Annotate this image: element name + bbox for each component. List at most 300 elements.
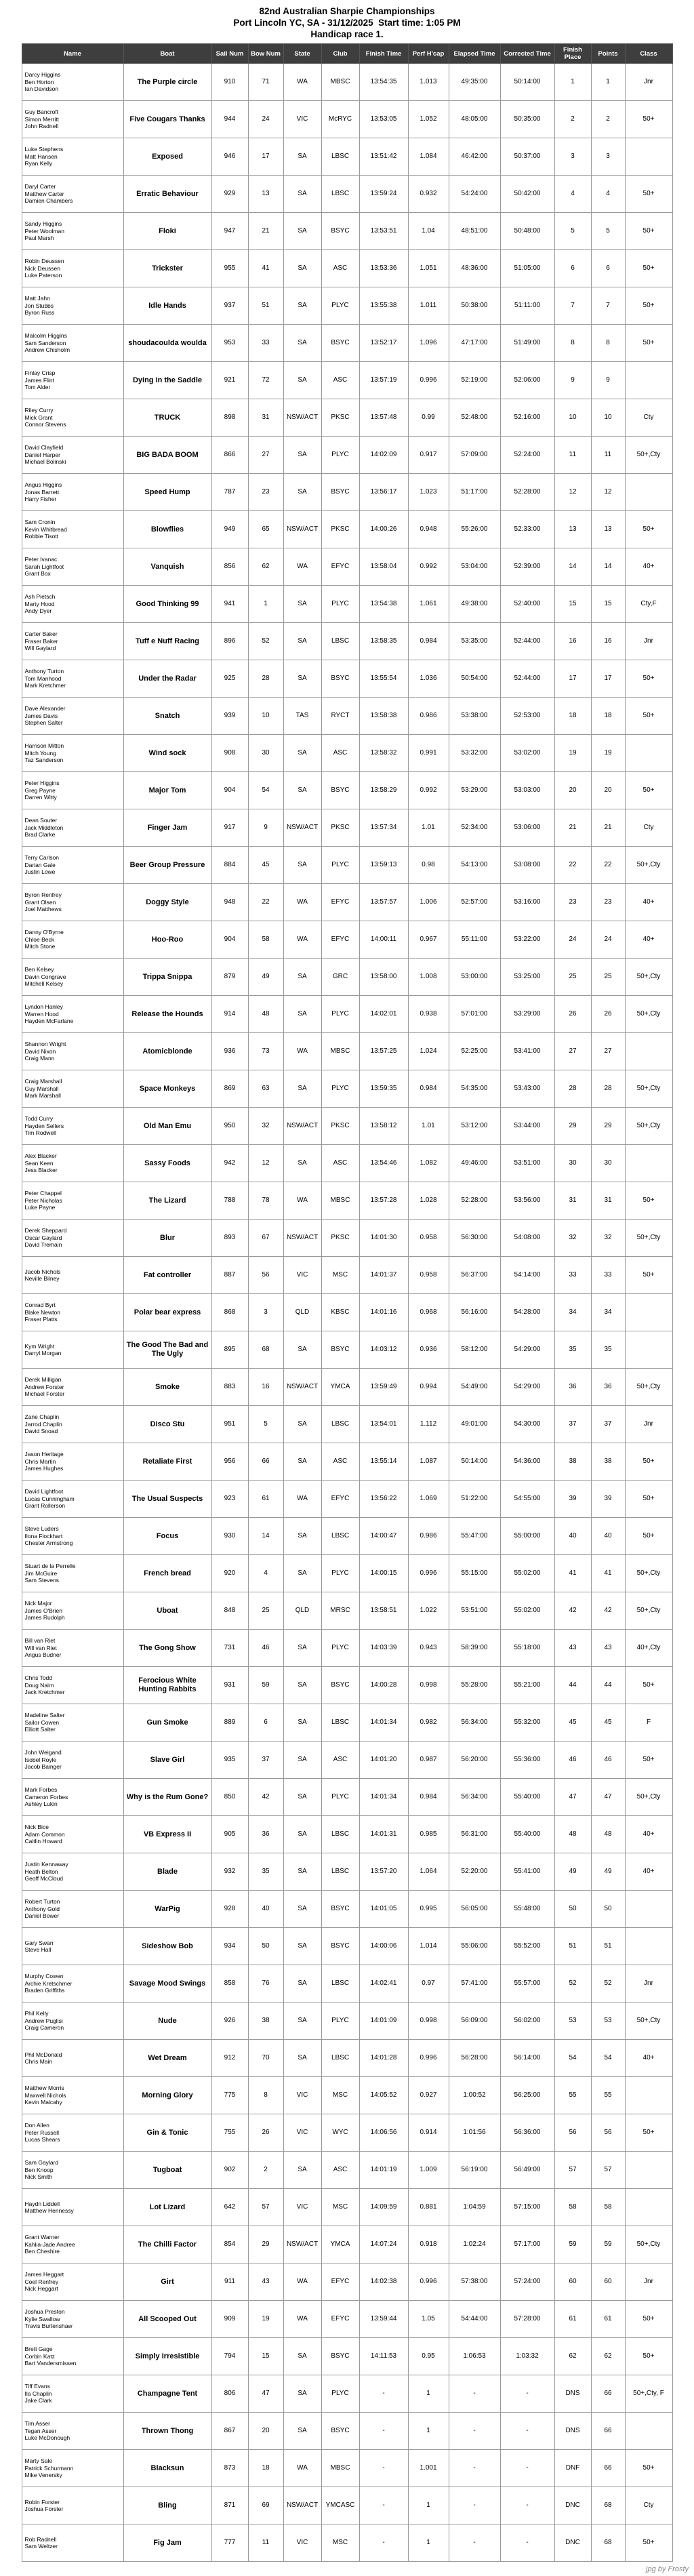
crew-member: Ben Knoop bbox=[24, 2166, 54, 2173]
cell-boat: Fig Jam bbox=[123, 2524, 211, 2562]
cell-sail-num: 920 bbox=[211, 1555, 248, 1592]
table-row bbox=[22, 2524, 672, 2562]
cell-boat: WarPig bbox=[123, 1891, 211, 1928]
cell-perf-hcap: 0.998 bbox=[408, 1667, 449, 1704]
cell-club: YMCASC bbox=[321, 2487, 359, 2524]
crew-member: Mike Venersky bbox=[24, 2472, 62, 2479]
cell-bow-num: 18 bbox=[248, 2450, 283, 2487]
cell-class bbox=[625, 138, 672, 176]
cell-bow-num: 25 bbox=[248, 1592, 283, 1630]
cell-elapsed-time: - bbox=[449, 2487, 500, 2524]
column-header-bow-num: Bow Num bbox=[248, 44, 283, 64]
cell-sail-num: 931 bbox=[211, 1667, 248, 1704]
cell-finish-place: 24 bbox=[554, 921, 591, 959]
crew-member: Fraser Platts bbox=[24, 1316, 58, 1323]
cell-class bbox=[625, 2189, 672, 2226]
table-row bbox=[22, 772, 672, 809]
cell-club: LBSC bbox=[321, 1406, 359, 1443]
table-row bbox=[22, 1891, 672, 1928]
crew-member: Sailor Cowen bbox=[24, 1718, 60, 1726]
cell-crew bbox=[22, 437, 123, 474]
cell-perf-hcap: 0.967 bbox=[408, 921, 449, 959]
crew-member: Dave Alexander bbox=[24, 705, 66, 712]
cell-finish-place: 11 bbox=[554, 437, 591, 474]
cell-perf-hcap: 1.023 bbox=[408, 474, 449, 511]
cell-sail-num: 889 bbox=[211, 1704, 248, 1742]
cell-bow-num: 15 bbox=[248, 2338, 283, 2375]
cell-bow-num: 26 bbox=[248, 2114, 283, 2152]
cell-perf-hcap: 0.927 bbox=[408, 2077, 449, 2114]
crew-member: Elliott Salter bbox=[24, 1726, 56, 1733]
cell-points: 66 bbox=[591, 2375, 625, 2413]
cell-sail-num: 914 bbox=[211, 996, 248, 1033]
cell-finish-place: 54 bbox=[554, 2040, 591, 2077]
cell-corrected-time: 55:57:00 bbox=[500, 1965, 554, 2003]
cell-elapsed-time: 55:47:00 bbox=[449, 1518, 500, 1555]
cell-class: 50+ bbox=[625, 1742, 672, 1779]
cell-boat: Morning Glory bbox=[123, 2077, 211, 2114]
cell-boat: Old Man Emu bbox=[123, 1108, 211, 1145]
cell-elapsed-time: 53:51:00 bbox=[449, 1592, 500, 1630]
cell-boat: Blur bbox=[123, 1220, 211, 1257]
cell-state: QLD bbox=[283, 1294, 321, 1331]
cell-club: LBSC bbox=[321, 2040, 359, 2077]
cell-class: Jnr bbox=[625, 623, 672, 660]
cell-elapsed-time: 50:38:00 bbox=[449, 287, 500, 325]
cell-corrected-time: 52:39:00 bbox=[500, 548, 554, 586]
cell-state: SA bbox=[283, 2040, 321, 2077]
cell-class bbox=[625, 2152, 672, 2189]
cell-class: 50+,Cty bbox=[625, 1555, 672, 1592]
crew-member: Alex Blacker bbox=[24, 1152, 57, 1160]
table-row bbox=[22, 2077, 672, 2114]
crew-member: Chris Martin bbox=[24, 1457, 56, 1465]
cell-bow-num: 47 bbox=[248, 2375, 283, 2413]
cell-finish-place: 47 bbox=[554, 1779, 591, 1816]
cell-state: SA bbox=[283, 325, 321, 362]
crew-member: Zane Chaplin bbox=[24, 1413, 60, 1421]
cell-class: Jnr bbox=[625, 64, 672, 101]
cell-bow-num: 69 bbox=[248, 2487, 283, 2524]
cell-club: PLYC bbox=[321, 1070, 359, 1108]
cell-corrected-time: 53:29:00 bbox=[500, 996, 554, 1033]
cell-finish-time: 14:02:01 bbox=[359, 996, 408, 1033]
cell-points: 47 bbox=[591, 1779, 625, 1816]
crew-member: Ben Kelsey bbox=[24, 966, 54, 973]
cell-elapsed-time: 56:20:00 bbox=[449, 1742, 500, 1779]
crew-member: Mitch Young bbox=[24, 749, 56, 757]
cell-club: PLYC bbox=[321, 847, 359, 884]
cell-club: EFYC bbox=[321, 2263, 359, 2301]
cell-finish-place: 20 bbox=[554, 772, 591, 809]
cell-finish-place: 59 bbox=[554, 2226, 591, 2263]
cell-crew bbox=[22, 64, 123, 101]
cell-points: 37 bbox=[591, 1406, 625, 1443]
cell-elapsed-time: 50:14:00 bbox=[449, 1443, 500, 1481]
cell-sail-num: 854 bbox=[211, 2226, 248, 2263]
cell-finish-time: 13:58:35 bbox=[359, 623, 408, 660]
cell-state: SA bbox=[283, 2413, 321, 2450]
cell-finish-place: 56 bbox=[554, 2114, 591, 2152]
cell-state: SA bbox=[283, 1555, 321, 1592]
cell-perf-hcap: 0.97 bbox=[408, 1965, 449, 2003]
cell-club: LBSC bbox=[321, 623, 359, 660]
cell-finish-place: 4 bbox=[554, 176, 591, 213]
cell-bow-num: 73 bbox=[248, 1033, 283, 1070]
cell-finish-place: 7 bbox=[554, 287, 591, 325]
cell-corrected-time: 53:25:00 bbox=[500, 959, 554, 996]
cell-class: 50+,Cty bbox=[625, 1779, 672, 1816]
cell-sail-num: 926 bbox=[211, 2003, 248, 2040]
cell-state: SA bbox=[283, 1145, 321, 1182]
cell-finish-place: 8 bbox=[554, 325, 591, 362]
cell-bow-num: 17 bbox=[248, 138, 283, 176]
cell-class: 50+ bbox=[625, 2524, 672, 2562]
cell-bow-num: 66 bbox=[248, 1443, 283, 1481]
cell-points: 19 bbox=[591, 735, 625, 772]
cell-boat: Wind sock bbox=[123, 735, 211, 772]
cell-corrected-time: 55:36:00 bbox=[500, 1742, 554, 1779]
cell-perf-hcap: 0.881 bbox=[408, 2189, 449, 2226]
cell-crew bbox=[22, 2301, 123, 2338]
cell-crew bbox=[22, 1481, 123, 1518]
results-table bbox=[22, 43, 673, 2562]
cell-bow-num: 31 bbox=[248, 399, 283, 437]
cell-points: 62 bbox=[591, 2338, 625, 2375]
table-row bbox=[22, 1779, 672, 1816]
cell-club: MRSC bbox=[321, 1592, 359, 1630]
cell-perf-hcap: 0.995 bbox=[408, 1891, 449, 1928]
cell-crew bbox=[22, 1928, 123, 1965]
crew-member: Marty Hood bbox=[24, 600, 55, 607]
cell-boat: Exposed bbox=[123, 138, 211, 176]
crew-member: Craig Marshall bbox=[24, 1078, 62, 1085]
cell-corrected-time: 55:48:00 bbox=[500, 1891, 554, 1928]
cell-class: 50+ bbox=[625, 213, 672, 250]
cell-state: VIC bbox=[283, 2524, 321, 2562]
crew-member: Tegan Asser bbox=[24, 2427, 57, 2434]
crew-member: Bart Vandersmissen bbox=[24, 2360, 77, 2367]
cell-state: SA bbox=[283, 287, 321, 325]
cell-bow-num: 68 bbox=[248, 1331, 283, 1369]
crew-member: Peter Woolman bbox=[24, 227, 64, 235]
cell-elapsed-time: 53:29:00 bbox=[449, 772, 500, 809]
column-header-corrected-time: Corrected Time bbox=[500, 44, 554, 64]
table-row bbox=[22, 1742, 672, 1779]
crew-member: Rob Radnell bbox=[24, 2535, 57, 2543]
table-row bbox=[22, 213, 672, 250]
cell-club: LBSC bbox=[321, 176, 359, 213]
cell-elapsed-time: 54:49:00 bbox=[449, 1369, 500, 1406]
cell-perf-hcap: 1.051 bbox=[408, 250, 449, 287]
cell-bow-num: 36 bbox=[248, 1816, 283, 1853]
cell-class: 50+ bbox=[625, 772, 672, 809]
cell-points: 14 bbox=[591, 548, 625, 586]
cell-points: 7 bbox=[591, 287, 625, 325]
crew-member: James Davis bbox=[24, 712, 58, 719]
cell-class bbox=[625, 735, 672, 772]
cell-club: WYC bbox=[321, 2114, 359, 2152]
crew-member: James Flint bbox=[24, 376, 54, 384]
table-row bbox=[22, 2487, 672, 2524]
cell-class: 50+ bbox=[625, 1481, 672, 1518]
results-body bbox=[22, 64, 672, 2562]
cell-club: MBSC bbox=[321, 1182, 359, 1220]
cell-perf-hcap: 0.932 bbox=[408, 176, 449, 213]
cell-points: 55 bbox=[591, 2077, 625, 2114]
cell-club: ASC bbox=[321, 735, 359, 772]
cell-finish-time: - bbox=[359, 2450, 408, 2487]
cell-finish-place: 52 bbox=[554, 1965, 591, 2003]
cell-club: PKSC bbox=[321, 809, 359, 847]
cell-perf-hcap: 1.014 bbox=[408, 1928, 449, 1965]
cell-sail-num: 909 bbox=[211, 2301, 248, 2338]
crew-member: Nick Heggart bbox=[24, 2285, 58, 2293]
crew-member: Sam Gaylard bbox=[24, 2159, 59, 2167]
cell-boat: Blade bbox=[123, 1853, 211, 1891]
table-row bbox=[22, 1257, 672, 1294]
crew-member: Neville Bilney bbox=[24, 1275, 60, 1282]
cell-finish-time: 13:53:36 bbox=[359, 250, 408, 287]
cell-boat: Smoke bbox=[123, 1369, 211, 1406]
crew-member: Todd Curry bbox=[24, 1115, 54, 1123]
cell-elapsed-time: 56:34:00 bbox=[449, 1779, 500, 1816]
cell-club: LBSC bbox=[321, 138, 359, 176]
table-row bbox=[22, 176, 672, 213]
cell-crew bbox=[22, 1555, 123, 1592]
crew-member: Doug Nairn bbox=[24, 1681, 54, 1689]
cell-elapsed-time: 56:09:00 bbox=[449, 2003, 500, 2040]
column-header-boat: Boat bbox=[123, 44, 211, 64]
cell-sail-num: 896 bbox=[211, 623, 248, 660]
table-row bbox=[22, 921, 672, 959]
cell-finish-place: 9 bbox=[554, 362, 591, 399]
cell-bow-num: 58 bbox=[248, 921, 283, 959]
cell-perf-hcap: 1.013 bbox=[408, 64, 449, 101]
crew-member: Tom Manhood bbox=[24, 675, 62, 682]
table-row bbox=[22, 1704, 672, 1742]
cell-state: SA bbox=[283, 623, 321, 660]
cell-sail-num: 731 bbox=[211, 1630, 248, 1667]
crew-member: James Heggart bbox=[24, 2271, 64, 2278]
cell-state: SA bbox=[283, 1928, 321, 1965]
crew-member: Dean Souter bbox=[24, 817, 58, 824]
cell-elapsed-time: 52:57:00 bbox=[449, 884, 500, 921]
cell-sail-num: 912 bbox=[211, 2040, 248, 2077]
crew-member: Ilona Flockhart bbox=[24, 1532, 63, 1539]
cell-crew bbox=[22, 362, 123, 399]
cell-club: GRC bbox=[321, 959, 359, 996]
crew-member: Kym Wright bbox=[24, 1342, 55, 1350]
cell-bow-num: 52 bbox=[248, 623, 283, 660]
crew-member: Grant Rollerson bbox=[24, 1502, 66, 1510]
cell-state: WA bbox=[283, 1182, 321, 1220]
cell-club: ASC bbox=[321, 2152, 359, 2189]
table-row bbox=[22, 287, 672, 325]
cell-finish-time: 14:01:20 bbox=[359, 1742, 408, 1779]
cell-crew bbox=[22, 2524, 123, 2562]
cell-club: MBSC bbox=[321, 2450, 359, 2487]
table-row bbox=[22, 1406, 672, 1443]
cell-perf-hcap: 1.084 bbox=[408, 138, 449, 176]
cell-elapsed-time: - bbox=[449, 2524, 500, 2562]
cell-sail-num: 953 bbox=[211, 325, 248, 362]
crew-member: Taz Sanderson bbox=[24, 757, 64, 764]
cell-corrected-time: 50:35:00 bbox=[500, 101, 554, 138]
cell-corrected-time: 55:18:00 bbox=[500, 1630, 554, 1667]
table-row bbox=[22, 2450, 672, 2487]
table-row bbox=[22, 1145, 672, 1182]
cell-finish-place: 57 bbox=[554, 2152, 591, 2189]
cell-perf-hcap: 0.996 bbox=[408, 2263, 449, 2301]
cell-sail-num: 934 bbox=[211, 1928, 248, 1965]
cell-points: 35 bbox=[591, 1331, 625, 1369]
cell-class bbox=[625, 1331, 672, 1369]
table-row bbox=[22, 698, 672, 735]
cell-crew bbox=[22, 1294, 123, 1331]
crew-member: Hayden McFarlane bbox=[24, 1018, 74, 1025]
cell-boat: Disco Stu bbox=[123, 1406, 211, 1443]
column-header-finish-time: Finish Time bbox=[359, 44, 408, 64]
cell-class: Jnr bbox=[625, 2263, 672, 2301]
cell-club: PLYC bbox=[321, 1630, 359, 1667]
cell-perf-hcap: 1.001 bbox=[408, 2450, 449, 2487]
cell-class: 50+ bbox=[625, 2301, 672, 2338]
table-row bbox=[22, 2263, 672, 2301]
cell-club: BSYC bbox=[321, 660, 359, 698]
cell-points: 21 bbox=[591, 809, 625, 847]
cell-state: SA bbox=[283, 586, 321, 623]
cell-finish-time: 14:01:28 bbox=[359, 2040, 408, 2077]
cell-crew bbox=[22, 847, 123, 884]
crew-member: Madeline Salter bbox=[24, 1712, 65, 1719]
cell-finish-time: 14:03:12 bbox=[359, 1331, 408, 1369]
table-row bbox=[22, 1220, 672, 1257]
crew-member: Mitchell Kelsey bbox=[24, 980, 64, 988]
cell-corrected-time: 52:44:00 bbox=[500, 660, 554, 698]
cell-perf-hcap: 0.996 bbox=[408, 2040, 449, 2077]
crew-member: Ila Chaplin bbox=[24, 2390, 52, 2397]
cell-elapsed-time: 50:54:00 bbox=[449, 660, 500, 698]
cell-club: MSC bbox=[321, 2077, 359, 2114]
cell-bow-num: 29 bbox=[248, 2226, 283, 2263]
cell-bow-num: 2 bbox=[248, 2152, 283, 2189]
cell-boat: Five Cougars Thanks bbox=[123, 101, 211, 138]
cell-club: PLYC bbox=[321, 2003, 359, 2040]
cell-bow-num: 19 bbox=[248, 2301, 283, 2338]
cell-elapsed-time: 52:34:00 bbox=[449, 809, 500, 847]
cell-boat: BIG BADA BOOM bbox=[123, 437, 211, 474]
cell-class: 50+,Cty bbox=[625, 437, 672, 474]
cell-crew bbox=[22, 287, 123, 325]
crew-member: Nick Deussen bbox=[24, 264, 60, 272]
crew-member: Jack Middleton bbox=[24, 824, 64, 831]
table-row bbox=[22, 586, 672, 623]
cell-perf-hcap: 0.948 bbox=[408, 511, 449, 548]
crew-member: Fraser Baker bbox=[24, 637, 58, 645]
cell-boat: Floki bbox=[123, 213, 211, 250]
cell-finish-time: 14:01:05 bbox=[359, 1891, 408, 1928]
cell-finish-time: 14:00:11 bbox=[359, 921, 408, 959]
cell-elapsed-time: 48:05:00 bbox=[449, 101, 500, 138]
crew-member: Justin Kennaway bbox=[24, 1861, 68, 1868]
cell-points: 2 bbox=[591, 101, 625, 138]
cell-crew bbox=[22, 1033, 123, 1070]
cell-sail-num: 904 bbox=[211, 772, 248, 809]
cell-finish-place: 17 bbox=[554, 660, 591, 698]
cell-perf-hcap: 1 bbox=[408, 2375, 449, 2413]
cell-elapsed-time: 48:51:00 bbox=[449, 213, 500, 250]
cell-finish-time: 14:11:53 bbox=[359, 2338, 408, 2375]
cell-elapsed-time: 48:36:00 bbox=[449, 250, 500, 287]
cell-corrected-time: 56:36:00 bbox=[500, 2114, 554, 2152]
cell-club: BSYC bbox=[321, 772, 359, 809]
cell-state: SA bbox=[283, 772, 321, 809]
cell-finish-time: 14:00:28 bbox=[359, 1667, 408, 1704]
cell-sail-num: 928 bbox=[211, 1891, 248, 1928]
cell-class: 50+ bbox=[625, 1667, 672, 1704]
crew-member: Gary Swan bbox=[24, 1939, 54, 1946]
cell-boat: Under the Radar bbox=[123, 660, 211, 698]
cell-perf-hcap: 1.01 bbox=[408, 809, 449, 847]
cell-bow-num: 16 bbox=[248, 1369, 283, 1406]
crew-member: David Lightfoot bbox=[24, 1488, 64, 1495]
cell-boat: Trickster bbox=[123, 250, 211, 287]
cell-boat: Major Tom bbox=[123, 772, 211, 809]
cell-class: Cty bbox=[625, 2487, 672, 2524]
cell-perf-hcap: 1.008 bbox=[408, 959, 449, 996]
cell-points: 46 bbox=[591, 1742, 625, 1779]
cell-perf-hcap: 0.996 bbox=[408, 362, 449, 399]
cell-points: 17 bbox=[591, 660, 625, 698]
cell-boat: Snatch bbox=[123, 698, 211, 735]
crew-member: Heath Belton bbox=[24, 1868, 58, 1875]
cell-finish-place: DNS bbox=[554, 2413, 591, 2450]
cell-corrected-time: 52:16:00 bbox=[500, 399, 554, 437]
cell-points: 8 bbox=[591, 325, 625, 362]
crew-member: Tim Rodwell bbox=[24, 1129, 56, 1137]
cell-corrected-time: 51:11:00 bbox=[500, 287, 554, 325]
cell-bow-num: 49 bbox=[248, 959, 283, 996]
cell-class: 50+ bbox=[625, 2450, 672, 2487]
cell-state: SA bbox=[283, 1742, 321, 1779]
table-row bbox=[22, 548, 672, 586]
cell-boat: Speed Hump bbox=[123, 474, 211, 511]
crew-member: Tim Asser bbox=[24, 2420, 50, 2428]
cell-finish-time: 14:05:52 bbox=[359, 2077, 408, 2114]
cell-finish-time: 13:57:34 bbox=[359, 809, 408, 847]
cell-elapsed-time: 58:39:00 bbox=[449, 1630, 500, 1667]
crew-member: Murphy Cowen bbox=[24, 1973, 64, 1980]
cell-boat: The Chilli Factor bbox=[123, 2226, 211, 2263]
crew-member: James Hughes bbox=[24, 1465, 64, 1472]
cell-bow-num: 8 bbox=[248, 2077, 283, 2114]
cell-crew bbox=[22, 1182, 123, 1220]
crew-member: Luke Stephens bbox=[24, 146, 64, 153]
cell-points: 4 bbox=[591, 176, 625, 213]
cell-corrected-time: 50:14:00 bbox=[500, 64, 554, 101]
cell-finish-time: 14:02:09 bbox=[359, 437, 408, 474]
cell-club: EFYC bbox=[321, 548, 359, 586]
cell-state: VIC bbox=[283, 101, 321, 138]
crew-member: Craig Mann bbox=[24, 1055, 55, 1062]
cell-boat: Sideshow Bob bbox=[123, 1928, 211, 1965]
cell-finish-time: 14:09:59 bbox=[359, 2189, 408, 2226]
cell-points: 54 bbox=[591, 2040, 625, 2077]
crew-member: Davin Congrave bbox=[24, 973, 66, 980]
cell-club: EFYC bbox=[321, 921, 359, 959]
cell-boat: Tugboat bbox=[123, 2152, 211, 2189]
